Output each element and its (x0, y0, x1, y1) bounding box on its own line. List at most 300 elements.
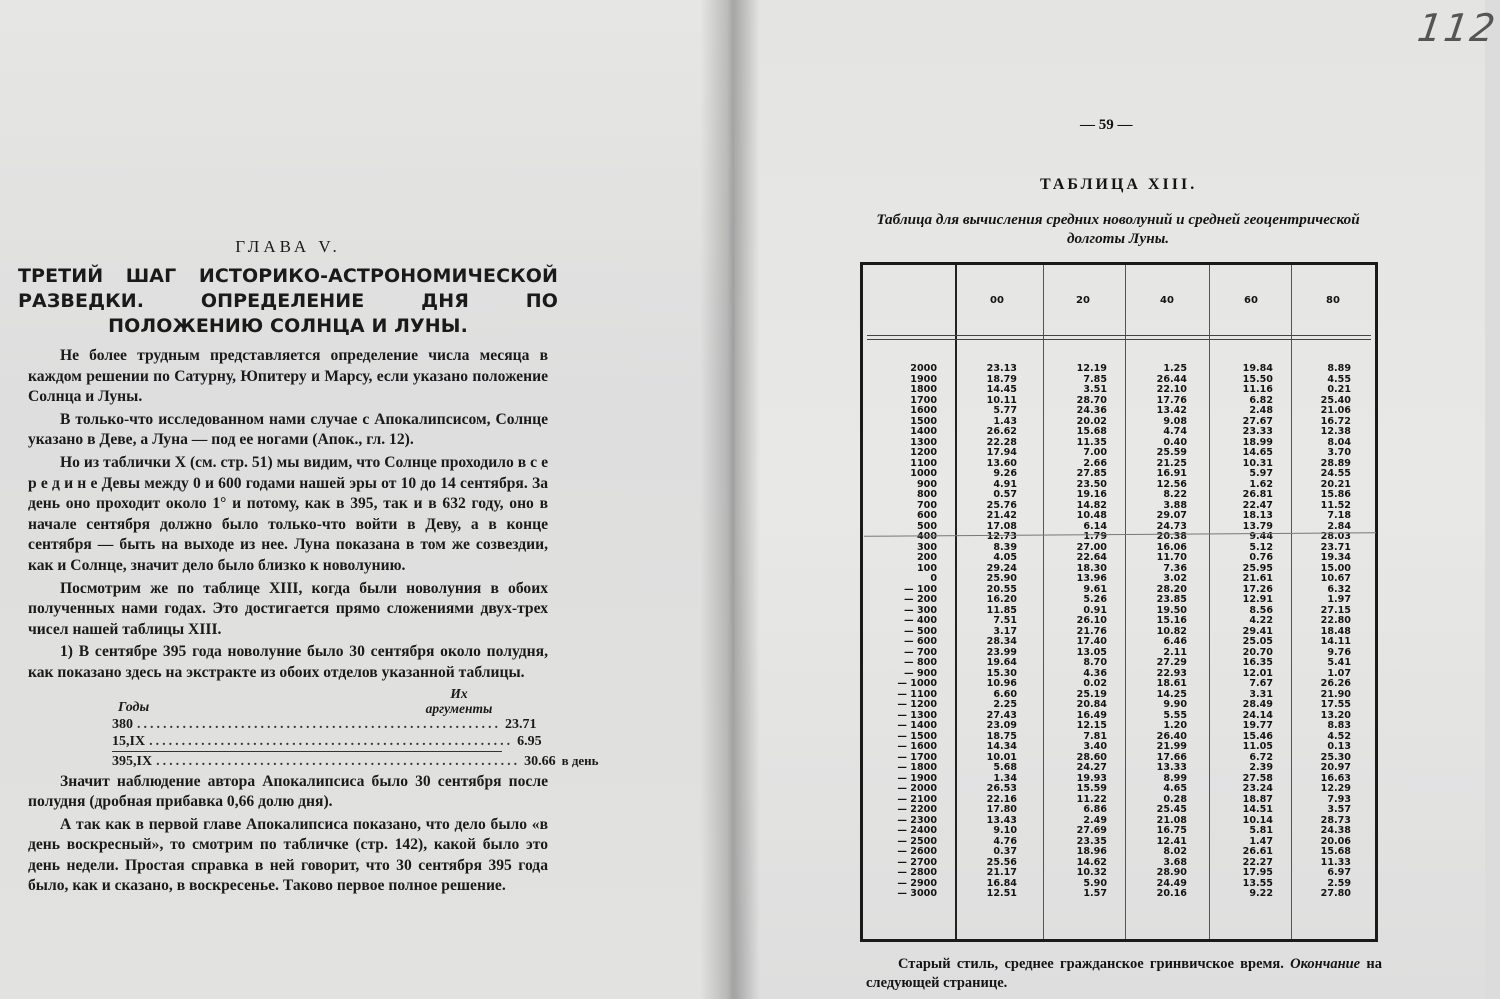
table-cell: 8.70 (1083, 657, 1107, 668)
extract-row-label: 395,IX (112, 753, 153, 769)
table-cell: 20.97 (1320, 762, 1351, 773)
table-row (863, 690, 1375, 701)
table-row (863, 637, 1375, 648)
table-cell: 13.96 (1076, 573, 1107, 584)
table-row (863, 868, 1375, 879)
table-cell: 9.61 (1083, 583, 1107, 595)
table-cell: 22.47 (1242, 499, 1273, 511)
table-footnote (866, 955, 1382, 993)
table-cell: 25.19 (1076, 688, 1107, 700)
table-cell: 8.99 (1163, 772, 1187, 784)
table-cell: 4.52 (1327, 730, 1351, 742)
row-year: — 800 (904, 657, 937, 668)
row-year: — 100 (904, 583, 937, 595)
table-cell: 16.35 (1242, 657, 1273, 668)
table-cell: 6.82 (1249, 394, 1273, 406)
table-cell: 24.73 (1156, 520, 1187, 532)
table-cell: 1.97 (1327, 594, 1351, 605)
table-row (863, 522, 1375, 533)
table-row (863, 574, 1375, 585)
table-cell: 0.40 (1163, 436, 1187, 448)
extract-row-value: 30.66 (524, 753, 556, 769)
table-row (863, 585, 1375, 596)
row-year: — 1200 (897, 699, 937, 710)
table-cell: 27.58 (1242, 772, 1273, 784)
table-cell: 28.03 (1320, 531, 1351, 542)
table-cell: 15.00 (1320, 562, 1351, 574)
new-moon-table (860, 262, 1378, 942)
table-cell: 16.72 (1320, 415, 1351, 427)
dot-leader: ........................................................ (149, 733, 514, 749)
table-cell: 0.76 (1249, 552, 1273, 563)
header-double-rule (867, 335, 1371, 340)
table-cell: 12.91 (1242, 594, 1273, 605)
table-cell: 0.37 (993, 846, 1017, 857)
table-cell: 28.49 (1242, 699, 1273, 710)
table-cell: 16.49 (1076, 709, 1107, 721)
paragraph: 1) В сентябре 395 года новолуние было 30 сентября около полудня, как показано здесь на экстракте из обоих отделов указанной таблицы. (28, 643, 548, 681)
row-year: — 2300 (897, 814, 937, 826)
table-cell: 10.31 (1242, 457, 1273, 469)
table-row (863, 459, 1375, 470)
table-cell: 21.42 (986, 510, 1017, 521)
table-cell: 28.20 (1156, 583, 1187, 595)
table-cell: 21.90 (1320, 688, 1351, 700)
table-cell: 26.62 (986, 426, 1017, 437)
table-cell: 14.65 (1242, 447, 1273, 458)
table-cell: 2.11 (1163, 646, 1187, 658)
table-cell: 20.38 (1156, 531, 1187, 542)
table-cell: 2.25 (993, 699, 1017, 710)
table-cell: 20.06 (1320, 835, 1351, 847)
table-cell: 25.05 (1242, 636, 1273, 647)
table-row (863, 847, 1375, 858)
row-year: — 2800 (897, 867, 937, 878)
row-year: 100 (916, 562, 937, 574)
row-year: — 2200 (897, 804, 937, 815)
table-cell: 11.35 (1076, 436, 1107, 448)
table-cell: 16.84 (986, 877, 1017, 889)
table-cell: 14.11 (1320, 636, 1351, 647)
table-cell: 13.60 (986, 457, 1017, 469)
table-cell: 6.46 (1163, 636, 1187, 647)
table-cell: 19.50 (1156, 604, 1187, 616)
paragraph: В только-что исследованном нами случае с Апокалипсисом, Солнце указано в Деве, а Луна — под ее ногами (Апок., гл. 12). (28, 410, 548, 449)
row-year: — 2600 (897, 846, 937, 857)
table-cell: 2.66 (1083, 457, 1107, 469)
table-cell: 17.80 (986, 804, 1017, 815)
table-row (863, 616, 1375, 627)
computation-extract (112, 685, 599, 770)
table-cell: 8.83 (1327, 720, 1351, 731)
table-cell: 21.99 (1156, 741, 1187, 752)
table-cell: 1.34 (993, 772, 1017, 784)
paragraph: Значит наблюдение автора Апокалипсиса было 30 сентября после полудня (дробная прибавка 0,66 долю дня). (28, 772, 548, 811)
table-cell: 21.25 (1156, 457, 1187, 469)
table-cell: 22.28 (986, 436, 1017, 448)
table-cell: 26.40 (1156, 730, 1187, 742)
table-cell: 24.38 (1320, 825, 1351, 836)
table-cell: 8.89 (1327, 363, 1351, 374)
table-cell: 1.57 (1083, 888, 1107, 899)
table-row (863, 375, 1375, 386)
table-cell: 27.15 (1320, 604, 1351, 616)
table-cell: 13.20 (1320, 709, 1351, 721)
table-cell: 9.08 (1163, 415, 1187, 427)
table-cell: 9.26 (993, 468, 1017, 479)
row-year: 1900 (910, 373, 937, 385)
table-cell: 4.55 (1327, 373, 1351, 385)
extract-header-years: Годы (118, 699, 150, 715)
table-cell: 28.70 (1076, 394, 1107, 406)
table-row (863, 826, 1375, 837)
table-cell: 7.81 (1083, 730, 1107, 742)
table-cell: 22.80 (1320, 615, 1351, 626)
table-cell: 23.09 (986, 720, 1017, 731)
table-cell: 14.82 (1076, 499, 1107, 511)
table-cell: 10.67 (1320, 573, 1351, 584)
row-year: — 1000 (897, 678, 937, 689)
table-cell: 25.30 (1320, 751, 1351, 763)
table-cell: 23.99 (986, 646, 1017, 658)
table-cell: 24.27 (1076, 762, 1107, 773)
row-year: 800 (916, 489, 937, 500)
table-row (863, 606, 1375, 617)
dot-leader: ........................................................ (156, 753, 521, 769)
footnote-italic: Окончание (1290, 956, 1361, 972)
row-year: 300 (916, 541, 937, 553)
table-row (863, 385, 1375, 396)
table-cell: 19.64 (986, 657, 1017, 668)
table-row (863, 469, 1375, 480)
row-year: 1000 (910, 468, 937, 479)
row-year: 1700 (910, 394, 937, 406)
table-cell: 24.14 (1242, 709, 1273, 721)
table-cell: 28.90 (1156, 867, 1187, 878)
table-row (863, 858, 1375, 869)
table-row (863, 784, 1375, 795)
table-cell: 2.49 (1083, 814, 1107, 826)
table-cell: 0.21 (1327, 384, 1351, 395)
table-row (863, 480, 1375, 491)
table-cell: 14.45 (986, 384, 1017, 395)
table-cell: 20.21 (1320, 478, 1351, 490)
table-cell: 15.68 (1320, 846, 1351, 857)
table-row (863, 364, 1375, 375)
table-cell: 25.56 (986, 856, 1017, 868)
table-cell: 9.76 (1327, 646, 1351, 658)
table-title: ТАБЛИЦА XIII. (1040, 176, 1198, 193)
row-year: — 600 (904, 636, 937, 647)
table-cell: 8.04 (1327, 436, 1351, 448)
row-year: — 400 (904, 615, 937, 626)
row-year: — 1400 (897, 720, 937, 731)
row-year: — 1900 (897, 772, 937, 784)
table-cell: 18.61 (1156, 678, 1187, 689)
extract-row-total (112, 751, 599, 770)
table-cell: 16.75 (1156, 825, 1187, 836)
table-cell: 20.02 (1076, 415, 1107, 427)
table-row (863, 889, 1375, 900)
row-year: 1100 (910, 457, 937, 469)
table-cell: 20.84 (1076, 699, 1107, 710)
left-page-column (18, 236, 599, 897)
table-cell: 8.22 (1163, 489, 1187, 500)
table-cell: 11.22 (1076, 793, 1107, 805)
table-cell: 6.86 (1083, 804, 1107, 815)
table-cell: 12.15 (1076, 720, 1107, 731)
chapter-label: ГЛАВА V. (235, 237, 341, 256)
row-year: 1200 (910, 447, 937, 458)
table-cell: 11.52 (1320, 499, 1351, 511)
table-cell: 0.57 (993, 489, 1017, 500)
table-header (863, 295, 1375, 315)
table-row (863, 742, 1375, 753)
table-row (863, 795, 1375, 806)
table-cell: 6.14 (1083, 520, 1107, 532)
table-cell: 14.51 (1242, 804, 1273, 815)
extract-row-label: 15,IX (112, 733, 146, 749)
table-cell: 17.40 (1076, 636, 1107, 647)
extract-row (112, 733, 542, 750)
table-cell: 23.13 (986, 363, 1017, 374)
table-cell: 14.62 (1076, 856, 1107, 868)
row-year: — 2000 (897, 783, 937, 794)
table-cell: 10.48 (1076, 510, 1107, 521)
table-row (863, 427, 1375, 438)
table-cell: 26.10 (1076, 615, 1107, 626)
row-year: 200 (916, 552, 937, 563)
table-cell: 24.36 (1076, 405, 1107, 416)
row-year: 400 (916, 531, 937, 542)
table-cell: 17.55 (1320, 699, 1351, 710)
table-cell: 9.22 (1249, 888, 1273, 899)
table-body (863, 364, 1375, 900)
table-cell: 14.25 (1156, 688, 1187, 700)
table-row (863, 553, 1375, 564)
row-year: 900 (916, 478, 937, 490)
table-cell: 10.82 (1156, 625, 1187, 637)
row-year: — 500 (904, 625, 937, 637)
table-cell: 1.07 (1327, 667, 1351, 679)
table-cell: 12.29 (1320, 783, 1351, 794)
table-cell: 3.17 (993, 625, 1017, 637)
table-cell: 25.76 (986, 499, 1017, 511)
table-row (863, 511, 1375, 522)
table-cell: 11.16 (1242, 384, 1273, 395)
row-year: — 200 (904, 594, 937, 605)
table-cell: 15.86 (1320, 489, 1351, 500)
row-year: — 1500 (897, 730, 937, 742)
table-row (863, 543, 1375, 554)
table-row (863, 774, 1375, 785)
table-cell: 7.67 (1249, 678, 1273, 689)
table-cell: 5.41 (1327, 657, 1351, 668)
table-cell: 26.61 (1242, 846, 1273, 857)
row-year: — 2500 (897, 835, 937, 847)
table-cell: 1.20 (1163, 720, 1187, 731)
table-cell: 19.84 (1242, 363, 1273, 374)
row-year: 1300 (910, 436, 937, 448)
table-cell: 7.93 (1327, 793, 1351, 805)
table-cell: 3.51 (1083, 384, 1107, 395)
table-cell: 27.85 (1076, 468, 1107, 479)
table-cell: 13.05 (1076, 646, 1107, 658)
extract-header (112, 686, 502, 716)
table-cell: 1.79 (1083, 531, 1107, 542)
table-cell: 7.85 (1083, 373, 1107, 385)
table-cell: 29.41 (1242, 625, 1273, 637)
table-cell: 7.00 (1083, 447, 1107, 458)
table-row (863, 763, 1375, 774)
table-cell: 28.73 (1320, 814, 1351, 826)
table-cell: 4.05 (993, 552, 1017, 563)
table-cell: 16.06 (1156, 541, 1187, 553)
table-cell: 12.73 (986, 531, 1017, 542)
extract-unit: в день (561, 752, 599, 768)
table-cell: 8.39 (993, 541, 1017, 553)
column-header: 40 (1160, 295, 1174, 306)
table-cell: 8.56 (1249, 604, 1273, 616)
table-row (863, 406, 1375, 417)
table-cell: 21.76 (1076, 625, 1107, 637)
table-cell: 24.55 (1320, 468, 1351, 479)
table-cell: 19.34 (1320, 552, 1351, 563)
table-cell: 18.48 (1320, 625, 1351, 637)
table-cell: 10.96 (986, 678, 1017, 689)
table-cell: 2.48 (1249, 405, 1273, 416)
table-cell: 6.72 (1249, 751, 1273, 763)
table-cell: 18.99 (1242, 436, 1273, 448)
row-year: — 2700 (897, 856, 937, 868)
table-cell: 24.49 (1156, 877, 1187, 889)
table-row (863, 879, 1375, 890)
dot-leader: ........................................................ (137, 716, 501, 732)
paragraph: Но из таблички X (см. стр. 51) мы видим, что Солнце проходило в с е р е д и н е Девы между 0 и 600 годами нашей эры от 10 до 14 сентября. За день оно проходит около 1° и потому, как в 395, так и в 632 году, оно в начале сентября должно было только-что войти в Деву, а в конце сентября — быть на выходе из нее. Луна показана в том же созвездии, как и Солнце, значит дело было близко к новолунию. (28, 453, 548, 574)
table-row (863, 396, 1375, 407)
table-cell: 29.24 (986, 562, 1017, 574)
table-row (863, 490, 1375, 501)
table-row (863, 711, 1375, 722)
table-row (863, 805, 1375, 816)
table-row (863, 564, 1375, 575)
table-cell: 15.59 (1076, 783, 1107, 794)
table-row (863, 627, 1375, 638)
footnote-text: Старый стиль, среднее гражданское гринвичское время. (898, 956, 1291, 972)
table-cell: 22.64 (1076, 552, 1107, 563)
table-cell: 16.20 (986, 594, 1017, 605)
table-cell: 11.05 (1242, 741, 1273, 752)
table-cell: 12.41 (1156, 835, 1187, 847)
table-cell: 17.95 (1242, 867, 1273, 878)
row-year: — 300 (904, 604, 937, 616)
table-cell: 5.81 (1249, 825, 1273, 836)
row-year: 0 (930, 573, 937, 584)
table-cell: 8.02 (1163, 846, 1187, 857)
table-cell: 28.89 (1320, 457, 1351, 469)
table-cell: 9.10 (993, 825, 1017, 836)
table-cell: 4.91 (993, 478, 1017, 490)
body-text-after (28, 772, 548, 898)
table-cell: 6.60 (993, 688, 1017, 700)
table-cell: 11.70 (1156, 552, 1187, 563)
row-year: — 2900 (897, 877, 937, 889)
row-year: 1800 (910, 384, 937, 395)
table-cell: 15.50 (1242, 373, 1273, 385)
table-cell: 21.61 (1242, 573, 1273, 584)
row-year: — 1800 (897, 762, 937, 773)
table-cell: 27.69 (1076, 825, 1107, 836)
table-cell: 5.26 (1083, 594, 1107, 605)
table-cell: 13.42 (1156, 405, 1187, 416)
table-cell: 12.38 (1320, 426, 1351, 437)
table-cell: 23.35 (1076, 835, 1107, 847)
table-cell: 4.36 (1083, 667, 1107, 679)
table-cell: 15.16 (1156, 615, 1187, 626)
table-row (863, 648, 1375, 659)
row-year: 1400 (910, 426, 937, 437)
table-cell: 3.70 (1327, 447, 1351, 458)
table-cell: 21.08 (1156, 814, 1187, 826)
table-cell: 21.06 (1320, 405, 1351, 416)
table-cell: 22.16 (986, 793, 1017, 805)
table-cell: 23.85 (1156, 594, 1187, 605)
table-cell: 4.76 (993, 835, 1017, 847)
table-row (863, 753, 1375, 764)
row-year: — 3000 (897, 888, 937, 899)
table-row (863, 438, 1375, 449)
table-cell: 19.93 (1076, 772, 1107, 784)
table-cell: 3.68 (1163, 856, 1187, 868)
row-year: — 2400 (897, 825, 937, 836)
table-cell: 29.07 (1156, 510, 1187, 521)
extract-row (112, 716, 537, 733)
table-cell: 27.80 (1320, 888, 1351, 899)
table-cell: 13.55 (1242, 877, 1273, 889)
table-cell: 7.51 (993, 615, 1017, 626)
table-cell: 4.74 (1163, 426, 1187, 437)
row-year: 600 (916, 510, 937, 521)
table-cell: 4.65 (1163, 783, 1187, 794)
row-year: — 1300 (897, 709, 937, 721)
table-cell: 20.55 (986, 583, 1017, 595)
table-cell: 23.24 (1242, 783, 1273, 794)
table-cell: 17.76 (1156, 394, 1187, 406)
table-cell: 27.67 (1242, 415, 1273, 427)
row-year: — 2100 (897, 793, 937, 805)
row-year: 1600 (910, 405, 937, 416)
extract-row-label: 380 (112, 716, 133, 732)
table-row (863, 679, 1375, 690)
table-cell: 6.97 (1327, 867, 1351, 878)
row-year: 500 (916, 520, 937, 532)
footnote-tail: на следующей странице. (866, 956, 1382, 991)
table-cell: 3.31 (1249, 688, 1273, 700)
table-cell: 18.30 (1076, 562, 1107, 574)
paragraph: А так как в первой главе Апокалипсиса показано, что дело было «в день воскресный», то смотрим по табличке (стр. 142), какой было это день недели. Простая справка в ней говорит, что 30 сентября 395 года было, как и сказано, в воскресенье. Таково первое полное решение. (28, 815, 548, 895)
extract-header-args: Их аргументы (425, 685, 493, 716)
table-cell: 10.11 (986, 394, 1017, 406)
table-row (863, 417, 1375, 428)
table-row (863, 816, 1375, 827)
table-row (863, 732, 1375, 743)
table-row (863, 837, 1375, 848)
table-cell: 1.47 (1249, 835, 1273, 847)
table-cell: 15.30 (986, 667, 1017, 679)
table-cell: 3.88 (1163, 499, 1187, 511)
table-cell: 7.36 (1163, 562, 1187, 574)
table-cell: 3.57 (1327, 804, 1351, 815)
